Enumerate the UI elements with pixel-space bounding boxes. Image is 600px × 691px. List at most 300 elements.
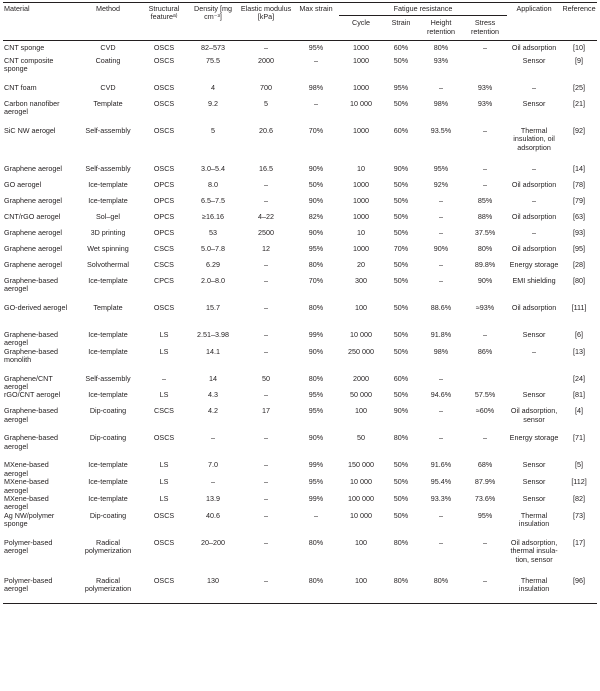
cell-max-strain: 80%: [308, 373, 324, 383]
col-fatigue-resistance: Fatigue resistance: [339, 3, 507, 16]
cell-density: –: [211, 433, 215, 443]
cell-cycle: 50: [357, 433, 365, 443]
cell-modulus: –: [264, 346, 268, 356]
cell-density: 2.51–3.98: [197, 329, 229, 339]
cell-cycle: 10 000: [350, 510, 372, 520]
cell-modulus: 50: [262, 373, 270, 383]
cell-height-retention: –: [439, 406, 443, 416]
cell-reference: [24]: [573, 373, 586, 383]
cell-strain: 50%: [393, 390, 409, 400]
cell-method: Template: [93, 98, 123, 108]
cell-max-strain: 80%: [308, 259, 324, 269]
cell-strain: 50%: [393, 329, 409, 339]
cell-strain: 50%: [393, 195, 409, 205]
cell-cycle: 250 000: [348, 346, 374, 356]
cell-height-retention: 91.6%: [430, 460, 452, 470]
cell-reference: [21]: [573, 98, 586, 108]
cell-modulus: –: [264, 390, 268, 400]
cell-stress-retention: –: [483, 125, 488, 135]
cell-reference: [96]: [561, 577, 597, 604]
cell-strain: 50%: [393, 510, 409, 520]
cell-stress-retention: –: [483, 329, 488, 339]
cell-strain: 50%: [393, 179, 409, 189]
cell-feature: OSCS: [153, 537, 175, 547]
cell-modulus: –: [264, 195, 268, 205]
header-row: [3, 3, 597, 16]
cell-max-strain: 99%: [308, 329, 324, 339]
cell-cycle: 10 000: [350, 477, 372, 487]
cell-application: Thermal insulation, oil adsorption: [513, 125, 555, 152]
cell-material: Graphene-based monolith: [4, 346, 58, 364]
table-row: [3, 331, 597, 348]
cell-height-retention: 98%: [433, 346, 449, 356]
cell-cycle: 100: [355, 302, 367, 312]
cell-modulus: 2000: [258, 55, 274, 65]
cell-application: Oil adsorption: [511, 211, 557, 221]
cell-modulus: –: [264, 43, 268, 53]
cell-method: Dip-coating: [89, 433, 127, 443]
cell-height-retention: 94.6%: [430, 390, 452, 400]
cell-reference: [63]: [573, 211, 586, 221]
cell-height-retention: –: [439, 537, 443, 547]
col-method: Method: [75, 3, 141, 41]
cell-application: [507, 375, 561, 392]
cell-cycle: 100: [355, 537, 367, 547]
cell-density: 6.5–7.5: [201, 195, 225, 205]
cell-feature: LS: [159, 477, 169, 487]
table-row: [3, 539, 597, 577]
cell-method: Ice-template: [88, 346, 128, 356]
cell-feature: LS: [159, 346, 169, 356]
cell-height-retention: 92%: [433, 179, 449, 189]
footnote-marker: a): [172, 13, 178, 20]
cell-feature: LS: [159, 390, 169, 400]
cell-max-strain: 99%: [308, 460, 324, 470]
cell-material: Graphene-based aerogel: [4, 406, 58, 424]
cell-max-strain: 95%: [308, 43, 324, 53]
cell-density: 130: [187, 577, 239, 604]
cell-method: 3D printing: [90, 227, 126, 237]
table-row: [3, 197, 597, 213]
cell-feature: OSCS: [141, 577, 187, 604]
col-structural-feature: [141, 3, 187, 41]
cell-height-retention: 80%: [419, 577, 463, 604]
cell-cycle: 1000: [353, 43, 369, 53]
cell-cycle: 1000: [353, 55, 369, 65]
cell-method: Ice-template: [88, 493, 128, 503]
cell-strain: 50%: [393, 460, 409, 470]
table-row: [3, 165, 597, 181]
cell-feature: –: [162, 373, 166, 383]
cell-density: 4.3: [208, 390, 218, 400]
cell-cycle: 1000: [353, 179, 369, 189]
cell-modulus: –: [264, 275, 268, 285]
cell-cycle: 10 000: [350, 329, 372, 339]
cell-stress-retention: 85%: [477, 195, 493, 205]
cell-cycle: 150 000: [348, 460, 374, 470]
cell-max-strain: 99%: [308, 493, 324, 503]
cell-density: 14: [209, 373, 217, 383]
cell-strain: 60%: [393, 125, 409, 135]
cell-max-strain: 98%: [308, 82, 324, 92]
cell-feature: OPCS: [153, 227, 175, 237]
cell-feature: LS: [159, 329, 169, 339]
table-row: [3, 84, 597, 100]
cell-method: Ice-template: [88, 195, 128, 205]
cell-density: 5.0–7.8: [201, 243, 225, 253]
cell-material: CNT/rGO aerogel: [4, 211, 61, 221]
cell-feature: OSCS: [153, 98, 175, 108]
cell-density: 20–200: [201, 537, 225, 547]
cell-application: Sensor: [522, 55, 546, 65]
cell-modulus: –: [264, 460, 268, 470]
cell-reference: [93]: [573, 227, 586, 237]
cell-material: Graphene aerogel: [4, 227, 62, 237]
cell-material: Graphene-based aerogel: [4, 433, 58, 451]
cell-feature: OSCS: [153, 163, 175, 173]
cell-max-strain: 95%: [308, 243, 324, 253]
cell-method: Sol–gel: [96, 211, 120, 221]
cell-application: Oil adsorption, thermal insula-tion, sensor: [510, 537, 558, 564]
cell-stress-retention: 88%: [477, 211, 493, 221]
cell-application: Sensor: [522, 390, 546, 400]
cell-strain: 70%: [393, 243, 409, 253]
cell-strain: 50%: [393, 493, 409, 503]
cell-density: 3.0–5.4: [201, 163, 225, 173]
cell-reference: [95]: [573, 243, 586, 253]
cell-modulus: 700: [260, 82, 272, 92]
cell-stress-retention: 37.5%: [474, 227, 496, 237]
cell-method: Template: [93, 302, 123, 312]
cell-cycle: 1000: [353, 82, 369, 92]
table-row: [3, 391, 597, 407]
cell-stress-retention: 89.8%: [474, 259, 496, 269]
cell-method: Self-assembly: [85, 125, 131, 135]
cell-stress-retention: –: [483, 179, 488, 189]
cell-height-retention: 93%: [433, 55, 449, 65]
table-row: [3, 495, 597, 512]
cell-method: Coating: [95, 55, 121, 65]
cell-strain: 50%: [393, 346, 409, 356]
table-row: [3, 512, 597, 539]
col-reference: Reference: [561, 3, 597, 41]
cell-modulus: –: [264, 537, 268, 547]
cell-material: CNT foam: [4, 82, 37, 92]
cell-material: Graphene/CNT aerogel: [4, 373, 53, 391]
cell-strain: 50%: [393, 55, 409, 65]
cell-method: Solvothermal: [87, 259, 129, 269]
cell-stress-retention: 80%: [477, 243, 493, 253]
cell-reference: [5]: [575, 460, 584, 470]
cell-cycle: 10: [357, 227, 365, 237]
cell-application: –: [532, 346, 537, 356]
cell-material: MXene-based aerogel: [4, 477, 49, 495]
table-row: [3, 277, 597, 304]
cell-strain: 50%: [393, 227, 409, 237]
cell-application: Sensor: [522, 98, 546, 108]
cell-material: Graphene aerogel: [4, 163, 62, 173]
cell-method: Radical polymerization: [75, 577, 141, 604]
cell-modulus: –: [264, 179, 268, 189]
cell-max-strain: –: [314, 55, 318, 65]
cell-density: 75.5: [206, 55, 220, 65]
cell-max-strain: 70%: [308, 275, 324, 285]
cell-modulus: 12: [262, 243, 270, 253]
cell-method: Ice-template: [88, 460, 128, 470]
table-row: [3, 57, 597, 84]
table-row: [3, 41, 597, 57]
col-strain: Strain: [391, 18, 411, 28]
cell-height-retention: –: [439, 227, 443, 237]
cell-modulus: 17: [262, 406, 270, 416]
cell-strain: 90%: [393, 406, 409, 416]
cell-modulus: –: [264, 510, 268, 520]
cell-height-retention: –: [439, 195, 443, 205]
cell-height-retention: 90%: [433, 243, 449, 253]
cell-stress-retention: 57.5%: [474, 390, 496, 400]
cell-strain: 60%: [393, 373, 409, 383]
cell-cycle: 10: [357, 163, 365, 173]
cell-feature: CSCS: [154, 243, 174, 253]
cell-density: 4: [211, 82, 215, 92]
cell-density: 6.29: [206, 259, 220, 269]
cell-feature: OSCS: [153, 82, 175, 92]
cell-height-retention: –: [439, 510, 443, 520]
cell-cycle: 300: [355, 275, 367, 285]
table-row: [3, 213, 597, 229]
cell-application: Energy storage: [509, 433, 559, 443]
cell-application: Oil adsorption, sensor: [510, 406, 558, 424]
cell-modulus: 2500: [258, 227, 274, 237]
cell-application: EMI shielding: [512, 275, 556, 285]
cell-max-strain: –: [314, 510, 318, 520]
cell-max-strain: 90%: [308, 433, 324, 443]
cell-material: Graphene aerogel: [4, 259, 62, 269]
cell-material: Polymer-based aerogel: [3, 577, 75, 604]
col-height-retention: Height retention: [427, 18, 455, 36]
col-cycle: Cycle: [352, 18, 370, 28]
cell-density: 40.6: [206, 510, 220, 520]
cell-material: CNT sponge: [4, 43, 45, 53]
cell-reference: [25]: [573, 82, 586, 92]
cell-stress-retention: 90%: [477, 275, 493, 285]
cell-feature: OSCS: [153, 55, 175, 65]
cell-density: 8.0: [208, 179, 218, 189]
col-stress-retention: Stress retention: [471, 18, 500, 36]
cell-material: CNT composite sponge: [4, 55, 54, 74]
cell-reference: [81]: [573, 390, 586, 400]
cell-reference: [9]: [575, 55, 584, 65]
cell-max-strain: 80%: [293, 577, 339, 604]
cell-modulus: –: [264, 259, 268, 269]
cell-application: Oil adsorption: [511, 243, 557, 253]
cell-reference: [13]: [573, 346, 586, 356]
cell-reference: [17]: [573, 537, 586, 547]
cell-strain: 50%: [393, 98, 409, 108]
cell-stress-retention: –: [483, 43, 488, 53]
cell-reference: [80]: [573, 275, 586, 285]
table-row: [3, 100, 597, 127]
cell-cycle: 2000: [353, 373, 369, 383]
cell-modulus: –: [264, 477, 268, 487]
cell-stress-retention: ≈93%: [475, 302, 495, 312]
cell-modulus: 4–22: [258, 211, 274, 221]
cell-method: Self-assembly: [85, 163, 131, 173]
cell-density: 14.1: [206, 346, 220, 356]
cell-stress-retention: 95%: [477, 510, 493, 520]
cell-reference: [73]: [573, 510, 586, 520]
col-material: Material: [3, 3, 75, 41]
cell-application: Oil adsorption: [511, 179, 557, 189]
cell-feature: LS: [159, 493, 169, 503]
cell-feature: OSCS: [153, 125, 175, 135]
cell-strain: 50%: [393, 275, 409, 285]
cell-application: Sensor: [522, 460, 546, 470]
table-row: [3, 181, 597, 197]
cell-cycle: 1000: [353, 125, 369, 135]
cell-feature: OSCS: [153, 43, 175, 53]
cell-method: Ice-template: [88, 329, 128, 339]
cell-strain: 50%: [393, 211, 409, 221]
cell-density: –: [211, 477, 215, 487]
cell-max-strain: 95%: [308, 477, 324, 487]
cell-height-retention: 98%: [433, 98, 449, 108]
cell-max-strain: 90%: [308, 163, 324, 173]
cell-strain: 80%: [393, 537, 409, 547]
cell-application: –: [532, 227, 537, 237]
cell-material: GO aerogel: [4, 179, 42, 189]
cell-material: GO-derived aerogel: [4, 302, 68, 312]
cell-feature: CPCS: [154, 275, 174, 285]
cell-application: Sensor: [522, 477, 546, 487]
cell-cycle: 1000: [353, 211, 369, 221]
cell-height-retention: 91.8%: [430, 329, 452, 339]
cell-reference: [78]: [573, 179, 586, 189]
cell-max-strain: 95%: [308, 390, 324, 400]
table-row: [3, 261, 597, 277]
cell-height-retention: –: [439, 433, 443, 443]
table-row: [3, 577, 597, 604]
table-row: [3, 375, 597, 392]
cell-height-retention: 93.3%: [430, 493, 452, 503]
cell-cycle: 50 000: [350, 390, 372, 400]
cell-max-strain: 82%: [308, 211, 324, 221]
cell-application: Sensor: [522, 493, 546, 503]
cell-method: CVD: [100, 43, 116, 53]
cell-cycle: 10 000: [350, 98, 372, 108]
cell-method: Dip-coating: [89, 510, 127, 520]
cell-modulus: 20.6: [259, 125, 273, 135]
cell-cycle: 100: [355, 406, 367, 416]
cell-stress-retention: [463, 57, 507, 84]
cell-stress-retention: –: [463, 577, 507, 604]
cell-max-strain: 70%: [308, 125, 324, 135]
cell-modulus: –: [239, 577, 293, 604]
table-row: [3, 434, 597, 461]
cell-stress-retention: 73.6%: [474, 493, 496, 503]
cell-reference: [111]: [571, 302, 587, 312]
cell-application: Oil adsorption: [511, 43, 557, 53]
cell-strain: 60%: [393, 43, 409, 53]
table-row: [3, 407, 597, 434]
cell-stress-retention: –: [483, 537, 488, 547]
col-elastic-modulus: Elastic modulus [kPa]: [239, 3, 293, 41]
cell-strain: 95%: [393, 82, 409, 92]
cell-density: 13.9: [206, 493, 220, 503]
cell-method: Ice-template: [88, 275, 128, 285]
cell-strain: 80%: [393, 433, 409, 443]
cell-feature: OPCS: [153, 211, 175, 221]
table-row: [3, 127, 597, 165]
cell-max-strain: 80%: [308, 537, 324, 547]
cell-application: Sensor: [522, 329, 546, 339]
cell-reference: [79]: [573, 195, 586, 205]
cell-method: Wet spinning: [87, 243, 129, 253]
cell-material: Graphene-based aerogel: [4, 275, 58, 294]
cell-method: Dip-coating: [89, 406, 127, 416]
cell-reference: [6]: [575, 329, 584, 339]
cell-stress-retention: 93%: [477, 82, 493, 92]
cell-cycle: 1000: [353, 195, 369, 205]
cell-material: Graphene aerogel: [4, 195, 62, 205]
cell-feature: OSCS: [153, 302, 175, 312]
cell-reference: [82]: [573, 493, 586, 503]
cell-application: Thermal insulation: [507, 577, 561, 604]
cell-feature: CSCS: [154, 406, 174, 416]
col-max-strain: Max strain: [293, 3, 339, 41]
cell-modulus: –: [264, 329, 268, 339]
cell-height-retention: –: [439, 82, 443, 92]
cell-reference: [4]: [575, 406, 584, 416]
cell-max-strain: 80%: [308, 302, 324, 312]
cell-application: –: [532, 82, 537, 92]
cell-cycle: 100 000: [348, 493, 374, 503]
cell-cycle: 100: [339, 577, 383, 604]
cell-max-strain: 90%: [308, 195, 324, 205]
cell-method: Self-assembly: [85, 373, 131, 383]
table-row: [3, 461, 597, 478]
cell-stress-retention: [463, 375, 507, 392]
col-application: Application: [507, 3, 561, 41]
cell-application: Thermal insulation: [518, 510, 550, 529]
cell-height-retention: 93.5%: [430, 125, 452, 135]
data-table: [3, 2, 597, 604]
table-row: [3, 478, 597, 495]
cell-method: CVD: [100, 82, 116, 92]
cell-material: Polymer-based aerogel: [4, 537, 53, 556]
cell-material: rGO/CNT aerogel: [4, 390, 61, 400]
cell-max-strain: 50%: [308, 179, 324, 189]
cell-density: ≥16.16: [202, 211, 224, 221]
cell-feature: OPCS: [153, 179, 175, 189]
cell-strain: 50%: [393, 302, 409, 312]
col-structural-feature-label: Structural feature: [148, 4, 180, 22]
cell-modulus: –: [264, 433, 268, 443]
cell-material: Graphene aerogel: [4, 243, 62, 253]
cell-height-retention: –: [439, 373, 443, 383]
table-row: [3, 348, 597, 375]
cell-reference: [92]: [573, 125, 586, 135]
cell-material: SiC NW aerogel: [4, 125, 56, 135]
table-row: [3, 245, 597, 261]
cell-max-strain: 95%: [308, 406, 324, 416]
cell-application: –: [532, 163, 537, 173]
cell-reference: [112]: [571, 477, 587, 487]
cell-max-strain: 90%: [308, 346, 324, 356]
cell-density: 4.2: [208, 406, 218, 416]
cell-stress-retention: 93%: [477, 98, 493, 108]
cell-reference: [14]: [573, 163, 586, 173]
